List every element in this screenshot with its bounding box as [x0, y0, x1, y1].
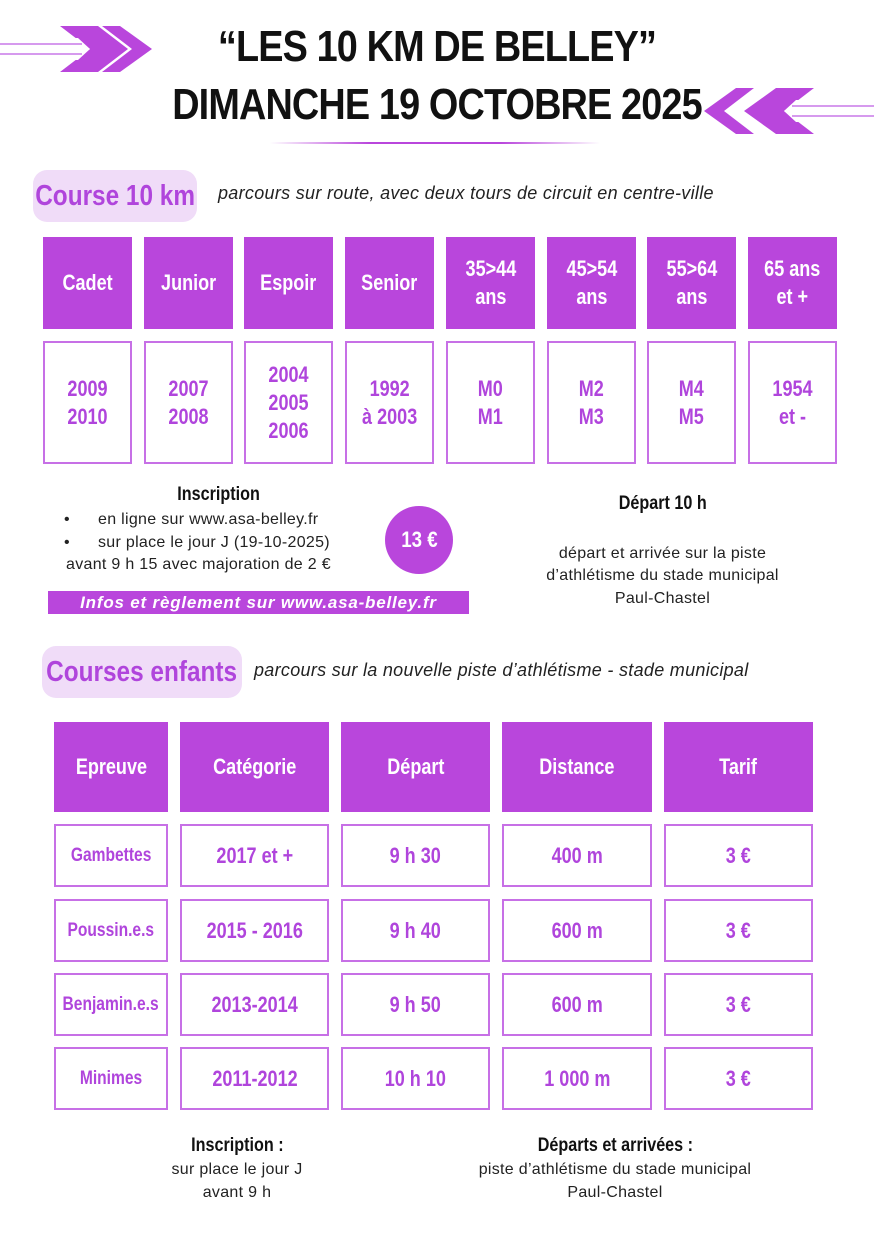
title-divider	[270, 142, 600, 144]
kids-inscription-line-1: sur place le jour J	[171, 1161, 303, 1178]
category-years: 1992 à 2003	[345, 341, 434, 464]
inscription-title: Inscription	[177, 484, 260, 505]
inscription-online: • en ligne sur www.asa-belley.fr	[64, 511, 319, 528]
kids-inscription-title: Inscription :	[191, 1135, 284, 1156]
category-years: M2 M3	[547, 341, 636, 464]
kids-table-cell: 9 h 50	[341, 973, 490, 1036]
kids-table-cell: 3 €	[664, 899, 813, 962]
kids-table-cell: 2013-2014	[180, 973, 329, 1036]
depart-line-3: Paul-Chastel	[614, 590, 711, 607]
kids-table-cell: Benjamin.e.s	[54, 973, 168, 1036]
kids-table-cell: 3 €	[664, 824, 813, 887]
kids-table-header: Catégorie	[180, 722, 329, 812]
category-header: Cadet	[43, 237, 132, 329]
courses-enfants-description: parcours sur la nouvelle piste d’athlétisme - stade municipal	[254, 660, 749, 680]
category-header: Junior	[144, 237, 233, 329]
kids-table-cell: 2011-2012	[180, 1047, 329, 1110]
kids-table-cell: 2017 et +	[180, 824, 329, 887]
category-header: 65 ans et +	[748, 237, 837, 329]
category-header: 35>44 ans	[446, 237, 535, 329]
category-years: M0 M1	[446, 341, 535, 464]
inscription-onsite: • sur place le jour J (19-10-2025)	[64, 534, 330, 551]
kids-table-header: Distance	[502, 722, 652, 812]
kids-table-cell: 1 000 m	[502, 1047, 652, 1110]
kids-table-cell: 600 m	[502, 973, 652, 1036]
category-years: 1954 et -	[748, 341, 837, 464]
info-banner: Infos et règlement sur www.asa-belley.fr	[48, 591, 469, 614]
kids-table-cell: 3 €	[664, 973, 813, 1036]
kids-table-cell: 9 h 40	[341, 899, 490, 962]
kids-departs-title: Départs et arrivées :	[537, 1135, 693, 1156]
kids-departs-line-2: Paul-Chastel	[567, 1184, 663, 1201]
kids-departs-line-1: piste d’athlétisme du stade municipal	[478, 1161, 752, 1178]
inscription-surcharge: avant 9 h 15 avec majoration de 2 €	[66, 556, 331, 573]
kids-table-header: Epreuve	[54, 722, 168, 812]
depart-title: Départ 10 h	[619, 493, 707, 514]
kids-table-cell: 600 m	[502, 899, 652, 962]
price-badge: 13 €	[385, 506, 453, 574]
category-header: Senior	[345, 237, 434, 329]
kids-table-cell: Minimes	[54, 1047, 168, 1110]
kids-table-cell: 400 m	[502, 824, 652, 887]
kids-table-header: Départ	[341, 722, 490, 812]
category-years: 2009 2010	[43, 341, 132, 464]
kids-table-cell: Gambettes	[54, 824, 168, 887]
category-header: Espoir	[244, 237, 333, 329]
category-years: 2004 2005 2006	[244, 341, 333, 464]
section-course-10km: Course 10 km	[33, 170, 197, 222]
page-title: “LES 10 KM DE BELLEY”	[217, 22, 657, 71]
category-years: M4 M5	[647, 341, 736, 464]
kids-table-cell: 2015 - 2016	[180, 899, 329, 962]
depart-line-2: d’athlétisme du stade municipal	[546, 567, 779, 584]
category-header: 45>54 ans	[547, 237, 636, 329]
category-years: 2007 2008	[144, 341, 233, 464]
event-date: DIMANCHE 19 OCTOBRE 2025	[172, 80, 702, 129]
kids-table-cell: Poussin.e.s	[54, 899, 168, 962]
kids-table-cell: 10 h 10	[341, 1047, 490, 1110]
section-courses-enfants: Courses enfants	[42, 646, 242, 698]
category-header: 55>64 ans	[647, 237, 736, 329]
kids-table-cell: 3 €	[664, 1047, 813, 1110]
kids-table-cell: 9 h 30	[341, 824, 490, 887]
kids-inscription-line-2: avant 9 h	[202, 1184, 272, 1201]
course-10km-description: parcours sur route, avec deux tours de circuit en centre-ville	[218, 183, 714, 203]
depart-line-1: départ et arrivée sur la piste	[558, 545, 767, 562]
kids-table-header: Tarif	[664, 722, 813, 812]
